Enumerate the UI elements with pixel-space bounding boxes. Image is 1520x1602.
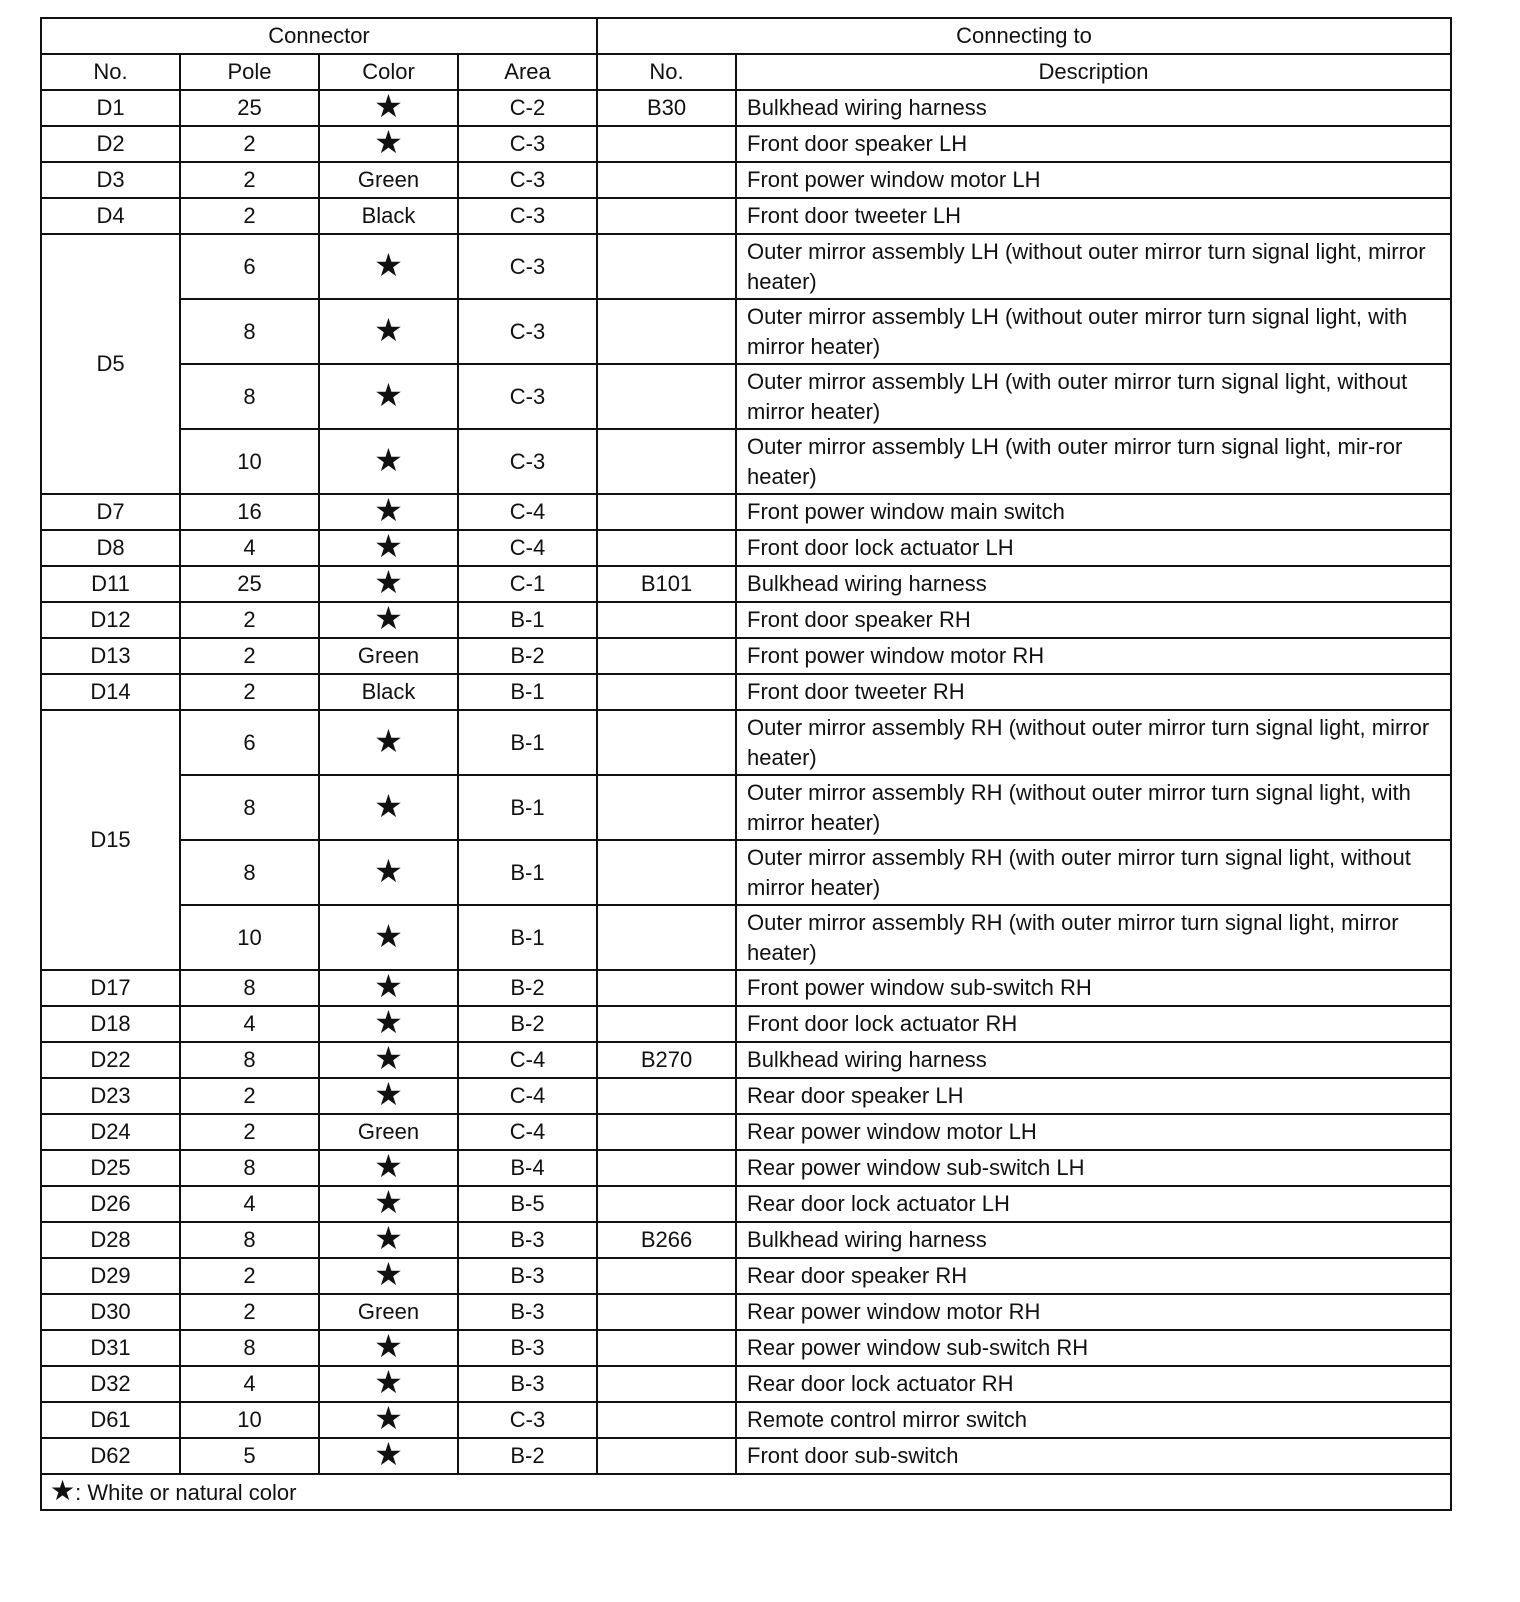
pole-count: 2 [180, 638, 319, 674]
col-header-description: Description [736, 54, 1451, 90]
connector-color [319, 602, 458, 638]
connector-no: D3 [41, 162, 180, 198]
star-icon: ★ [374, 968, 403, 1004]
connector-color [319, 1186, 458, 1222]
table-row [41, 1150, 1451, 1186]
area-code: C-4 [458, 1078, 597, 1114]
area-code: B-1 [458, 775, 597, 840]
connecting-to-no [597, 1402, 736, 1438]
description: Front power window motor LH [736, 162, 1451, 198]
connector-color [319, 1258, 458, 1294]
connecting-to-no [597, 674, 736, 710]
description: Front door tweeter LH [736, 198, 1451, 234]
pole-count: 25 [180, 566, 319, 602]
area-code: B-2 [458, 1006, 597, 1042]
star-icon: ★ [374, 1364, 403, 1400]
description: Outer mirror assembly LH (without outer mirror turn signal light, mirror heater) [736, 234, 1451, 299]
connector-no: D61 [41, 1402, 180, 1438]
star-icon: ★ [374, 1256, 403, 1292]
star-icon: ★ [374, 1184, 403, 1220]
table-row [41, 429, 1451, 494]
star-icon: ★ [374, 852, 403, 889]
table-row [41, 566, 1451, 602]
description: Outer mirror assembly LH (with outer mirror turn signal light, without mirror heater) [736, 364, 1451, 429]
area-code: B-5 [458, 1186, 597, 1222]
connector-color [319, 970, 458, 1006]
connector-color [319, 494, 458, 530]
footnote-row [41, 1474, 1451, 1510]
pole-count: 8 [180, 1042, 319, 1078]
pole-count: 4 [180, 1006, 319, 1042]
col-header-no: No. [41, 54, 180, 90]
star-icon: ★ [374, 1328, 403, 1364]
area-code: C-3 [458, 126, 597, 162]
connector-color [319, 234, 458, 299]
pole-count: 8 [180, 1150, 319, 1186]
table-row [41, 530, 1451, 566]
table-row [41, 674, 1451, 710]
connecting-to-no [597, 162, 736, 198]
area-code: C-1 [458, 566, 597, 602]
connector-color [319, 429, 458, 494]
connector-no: D17 [41, 970, 180, 1006]
group-header-row [41, 18, 1451, 54]
connector-no: D12 [41, 602, 180, 638]
description: Front power window main switch [736, 494, 1451, 530]
connecting-to-no [597, 1186, 736, 1222]
area-code: C-3 [458, 429, 597, 494]
connector-no: D62 [41, 1438, 180, 1474]
table-row [41, 1294, 1451, 1330]
pole-count: 4 [180, 1186, 319, 1222]
star-icon: ★ [374, 124, 403, 160]
table-row [41, 1402, 1451, 1438]
description: Outer mirror assembly LH (without outer mirror turn signal light, with mirror heater) [736, 299, 1451, 364]
connector-no: D8 [41, 530, 180, 566]
description: Outer mirror assembly RH (with outer mirror turn signal light, mirror heater) [736, 905, 1451, 970]
pole-count: 10 [180, 1402, 319, 1438]
description: Rear door speaker LH [736, 1078, 1451, 1114]
pole-count: 8 [180, 1222, 319, 1258]
connector-table [40, 17, 1452, 1511]
area-code: B-1 [458, 905, 597, 970]
connecting-to-no: B101 [597, 566, 736, 602]
table-row [41, 638, 1451, 674]
connector-color [319, 1438, 458, 1474]
col-header-pole: Pole [180, 54, 319, 90]
pole-count: 2 [180, 1078, 319, 1114]
star-icon: ★ [50, 1475, 76, 1506]
star-icon: ★ [374, 1436, 403, 1472]
table-row [41, 970, 1451, 1006]
star-icon: ★ [374, 917, 403, 954]
table-row [41, 364, 1451, 429]
pole-count: 8 [180, 970, 319, 1006]
star-icon: ★ [374, 246, 403, 283]
area-code: C-3 [458, 299, 597, 364]
connecting-to-no [597, 494, 736, 530]
area-code: B-3 [458, 1258, 597, 1294]
connecting-to-no [597, 905, 736, 970]
connecting-to-no [597, 1258, 736, 1294]
connector-rows [41, 90, 1451, 1474]
connector-color [319, 1366, 458, 1402]
description: Bulkhead wiring harness [736, 1222, 1451, 1258]
table-row [41, 126, 1451, 162]
star-icon: ★ [374, 376, 403, 413]
area-code: B-1 [458, 602, 597, 638]
pole-count: 6 [180, 234, 319, 299]
connecting-to-no [597, 1078, 736, 1114]
connector-color [319, 1006, 458, 1042]
pole-count: 8 [180, 840, 319, 905]
connecting-to-no [597, 970, 736, 1006]
area-code: B-3 [458, 1366, 597, 1402]
pole-count: 8 [180, 299, 319, 364]
connecting-to-no [597, 1114, 736, 1150]
connector-no: D1 [41, 90, 180, 126]
table-row [41, 1366, 1451, 1402]
pole-count: 2 [180, 198, 319, 234]
connector-no: D2 [41, 126, 180, 162]
pole-count: 25 [180, 90, 319, 126]
connecting-to-no [597, 198, 736, 234]
connector-color: Black [319, 674, 458, 710]
table-row [41, 1114, 1451, 1150]
star-icon: ★ [374, 492, 403, 528]
pole-count: 2 [180, 674, 319, 710]
description: Rear door speaker RH [736, 1258, 1451, 1294]
connecting-to-no [597, 1438, 736, 1474]
connecting-to-no: B30 [597, 90, 736, 126]
star-icon: ★ [374, 1400, 403, 1436]
area-code: C-3 [458, 1402, 597, 1438]
connector-color [319, 299, 458, 364]
connecting-to-no [597, 1006, 736, 1042]
connector-color: Black [319, 198, 458, 234]
connecting-to-no [597, 840, 736, 905]
connector-color [319, 126, 458, 162]
star-icon: ★ [374, 528, 403, 564]
connector-color [319, 710, 458, 775]
pole-count: 10 [180, 429, 319, 494]
connector-color [319, 90, 458, 126]
connector-no: D14 [41, 674, 180, 710]
connecting-to-no [597, 602, 736, 638]
description: Front door tweeter RH [736, 674, 1451, 710]
connecting-to-no [597, 638, 736, 674]
area-code: B-1 [458, 710, 597, 775]
description: Bulkhead wiring harness [736, 566, 1451, 602]
table-row [41, 1222, 1451, 1258]
area-code: C-3 [458, 198, 597, 234]
area-code: B-1 [458, 674, 597, 710]
star-icon: ★ [374, 88, 403, 124]
pole-count: 2 [180, 602, 319, 638]
pole-count: 2 [180, 1114, 319, 1150]
connecting-to-no [597, 775, 736, 840]
connector-no: D7 [41, 494, 180, 530]
description: Rear power window sub-switch LH [736, 1150, 1451, 1186]
description: Front power window sub-switch RH [736, 970, 1451, 1006]
connector-no: D15 [41, 710, 180, 970]
table-row [41, 775, 1451, 840]
connecting-to-no [597, 429, 736, 494]
connector-color [319, 775, 458, 840]
footnote [41, 1474, 1451, 1510]
table-row [41, 162, 1451, 198]
connector-color [319, 1042, 458, 1078]
table-row [41, 1438, 1451, 1474]
star-icon: ★ [374, 441, 403, 478]
star-icon: ★ [374, 1004, 403, 1040]
area-code: C-3 [458, 364, 597, 429]
area-code: C-4 [458, 1042, 597, 1078]
star-icon: ★ [374, 787, 403, 824]
star-icon: ★ [374, 722, 403, 759]
connector-no: D32 [41, 1366, 180, 1402]
pole-count: 4 [180, 530, 319, 566]
connecting-to-no [597, 1366, 736, 1402]
area-code: C-4 [458, 494, 597, 530]
connector-color: Green [319, 1294, 458, 1330]
star-icon: ★ [374, 564, 403, 600]
description: Bulkhead wiring harness [736, 1042, 1451, 1078]
table-row [41, 840, 1451, 905]
pole-count: 2 [180, 1294, 319, 1330]
connecting-to-no [597, 530, 736, 566]
connecting-to-no [597, 1294, 736, 1330]
pole-count: 8 [180, 775, 319, 840]
area-code: C-4 [458, 530, 597, 566]
col-header-area: Area [458, 54, 597, 90]
pole-count: 2 [180, 126, 319, 162]
description: Front door sub-switch [736, 1438, 1451, 1474]
table-row [41, 234, 1451, 299]
table-row [41, 299, 1451, 364]
description: Front door lock actuator RH [736, 1006, 1451, 1042]
pole-count: 2 [180, 162, 319, 198]
connecting-to-no: B270 [597, 1042, 736, 1078]
connector-no: D23 [41, 1078, 180, 1114]
connecting-to-no: B266 [597, 1222, 736, 1258]
footnote-text: : White or natural color [75, 1480, 297, 1505]
table-row [41, 905, 1451, 970]
connector-color [319, 1330, 458, 1366]
connector-color [319, 1222, 458, 1258]
star-icon: ★ [374, 1040, 403, 1076]
connector-color [319, 1402, 458, 1438]
connecting-to-no [597, 126, 736, 162]
pole-count: 10 [180, 905, 319, 970]
description: Bulkhead wiring harness [736, 90, 1451, 126]
table-row [41, 1186, 1451, 1222]
connector-color: Green [319, 1114, 458, 1150]
connector-color [319, 1150, 458, 1186]
table-row [41, 1042, 1451, 1078]
area-code: C-3 [458, 162, 597, 198]
description: Outer mirror assembly LH (with outer mirror turn signal light, mir-ror heater) [736, 429, 1451, 494]
connector-table-container [40, 17, 1450, 1511]
connector-no: D13 [41, 638, 180, 674]
col-header-to-no: No. [597, 54, 736, 90]
connector-no: D28 [41, 1222, 180, 1258]
table-row [41, 1330, 1451, 1366]
description: Rear door lock actuator RH [736, 1366, 1451, 1402]
description: Front door speaker LH [736, 126, 1451, 162]
table-row [41, 710, 1451, 775]
connector-group-header: Connector [41, 18, 597, 54]
connector-color [319, 566, 458, 602]
pole-count: 8 [180, 364, 319, 429]
pole-count: 6 [180, 710, 319, 775]
area-code: B-4 [458, 1150, 597, 1186]
table-row [41, 1006, 1451, 1042]
description: Outer mirror assembly RH (without outer mirror turn signal light, with mirror heater) [736, 775, 1451, 840]
pole-count: 4 [180, 1366, 319, 1402]
connector-no: D29 [41, 1258, 180, 1294]
area-code: C-2 [458, 90, 597, 126]
table-row [41, 90, 1451, 126]
connector-color: Green [319, 162, 458, 198]
description: Front power window motor RH [736, 638, 1451, 674]
description: Outer mirror assembly RH (without outer mirror turn signal light, mirror heater) [736, 710, 1451, 775]
star-icon: ★ [374, 600, 403, 636]
connecting-to-group-header: Connecting to [597, 18, 1451, 54]
description: Remote control mirror switch [736, 1402, 1451, 1438]
connector-color [319, 840, 458, 905]
col-header-color: Color [319, 54, 458, 90]
table-row [41, 494, 1451, 530]
area-code: C-4 [458, 1114, 597, 1150]
connecting-to-no [597, 710, 736, 775]
connector-color: Green [319, 638, 458, 674]
connector-no: D25 [41, 1150, 180, 1186]
connector-no: D18 [41, 1006, 180, 1042]
star-icon: ★ [374, 1148, 403, 1184]
area-code: B-2 [458, 638, 597, 674]
description: Rear power window motor LH [736, 1114, 1451, 1150]
area-code: C-3 [458, 234, 597, 299]
connector-no: D11 [41, 566, 180, 602]
description: Rear power window sub-switch RH [736, 1330, 1451, 1366]
area-code: B-2 [458, 970, 597, 1006]
pole-count: 5 [180, 1438, 319, 1474]
connector-no: D22 [41, 1042, 180, 1078]
connector-no: D4 [41, 198, 180, 234]
connecting-to-no [597, 364, 736, 429]
description: Front door lock actuator LH [736, 530, 1451, 566]
connector-no: D24 [41, 1114, 180, 1150]
area-code: B-3 [458, 1294, 597, 1330]
table-row [41, 1078, 1451, 1114]
area-code: B-1 [458, 840, 597, 905]
area-code: B-3 [458, 1222, 597, 1258]
pole-count: 2 [180, 1258, 319, 1294]
pole-count: 16 [180, 494, 319, 530]
description: Front door speaker RH [736, 602, 1451, 638]
connector-no: D31 [41, 1330, 180, 1366]
connecting-to-no [597, 1330, 736, 1366]
description: Rear door lock actuator LH [736, 1186, 1451, 1222]
star-icon: ★ [374, 1076, 403, 1112]
star-icon: ★ [374, 1220, 403, 1256]
connector-color [319, 905, 458, 970]
star-icon: ★ [374, 311, 403, 348]
column-header-row [41, 54, 1451, 90]
pole-count: 8 [180, 1330, 319, 1366]
area-code: B-2 [458, 1438, 597, 1474]
connector-color [319, 1078, 458, 1114]
connector-no: D5 [41, 234, 180, 494]
description: Outer mirror assembly RH (with outer mirror turn signal light, without mirror heater) [736, 840, 1451, 905]
connector-color [319, 364, 458, 429]
table-row [41, 198, 1451, 234]
connector-no: D26 [41, 1186, 180, 1222]
connecting-to-no [597, 234, 736, 299]
connecting-to-no [597, 299, 736, 364]
connecting-to-no [597, 1150, 736, 1186]
area-code: B-3 [458, 1330, 597, 1366]
connector-no: D30 [41, 1294, 180, 1330]
description: Rear power window motor RH [736, 1294, 1451, 1330]
table-row [41, 1258, 1451, 1294]
connector-color [319, 530, 458, 566]
table-row [41, 602, 1451, 638]
